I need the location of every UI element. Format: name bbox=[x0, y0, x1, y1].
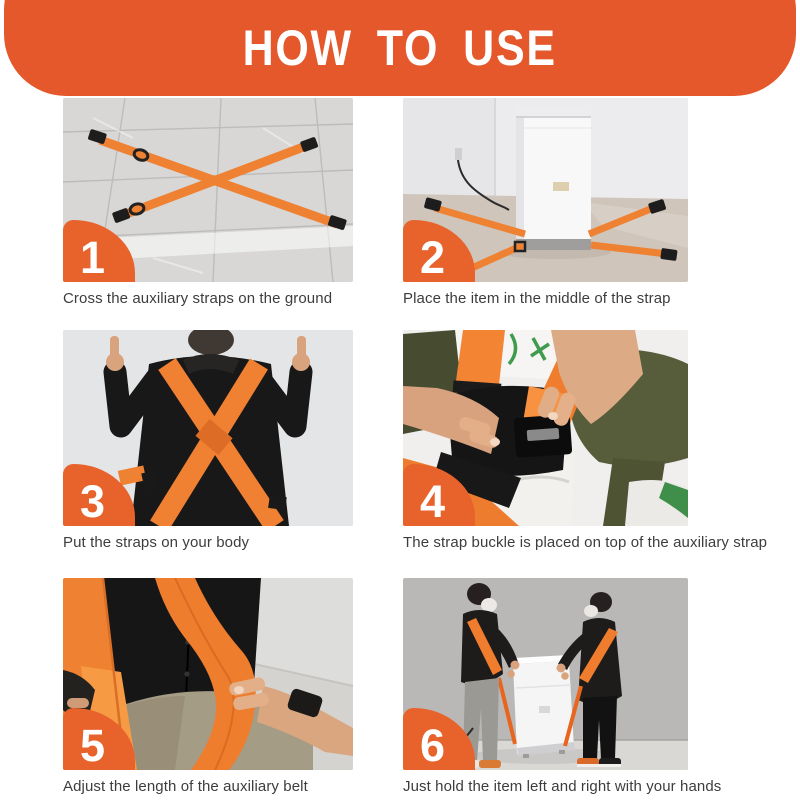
photo-two-people-carrying bbox=[403, 578, 688, 770]
washing-machine bbox=[516, 106, 591, 250]
wall-outlet bbox=[455, 148, 462, 160]
photo-buckle-closeup bbox=[403, 330, 688, 526]
page-title: HOW TO USE bbox=[242, 20, 558, 76]
strap-adjuster-right bbox=[268, 495, 287, 510]
step-number: 3 bbox=[80, 476, 106, 526]
step-caption: Adjust the length of the auxiliary belt bbox=[63, 778, 308, 795]
step-caption: The strap buckle is placed on top of the auxiliary strap bbox=[403, 534, 768, 551]
photo-crossed-straps-on-floor bbox=[63, 98, 353, 282]
step-card-4 bbox=[403, 330, 768, 551]
step-card-5 bbox=[63, 578, 353, 795]
step-card-3 bbox=[63, 330, 353, 551]
step-number: 4 bbox=[420, 476, 446, 526]
step-card-1 bbox=[63, 98, 353, 307]
wall-left bbox=[403, 98, 495, 198]
step-caption: Put the straps on your body bbox=[63, 534, 250, 551]
step-caption: Just hold the item left and right with your hands bbox=[403, 778, 722, 795]
step-number: 2 bbox=[420, 232, 446, 282]
step-number: 5 bbox=[80, 720, 106, 770]
header-banner bbox=[4, 0, 796, 96]
step-number: 6 bbox=[420, 720, 446, 770]
photo-item-on-straps bbox=[403, 98, 688, 282]
photo-straps-on-body bbox=[63, 330, 353, 526]
step-card-2 bbox=[403, 98, 688, 307]
step-number: 1 bbox=[80, 232, 106, 282]
step-card-6 bbox=[403, 578, 722, 795]
step-caption: Cross the auxiliary straps on the ground bbox=[63, 290, 333, 307]
step-caption: Place the item in the middle of the strap bbox=[403, 290, 671, 307]
photo-adjusting-strap bbox=[63, 578, 353, 770]
